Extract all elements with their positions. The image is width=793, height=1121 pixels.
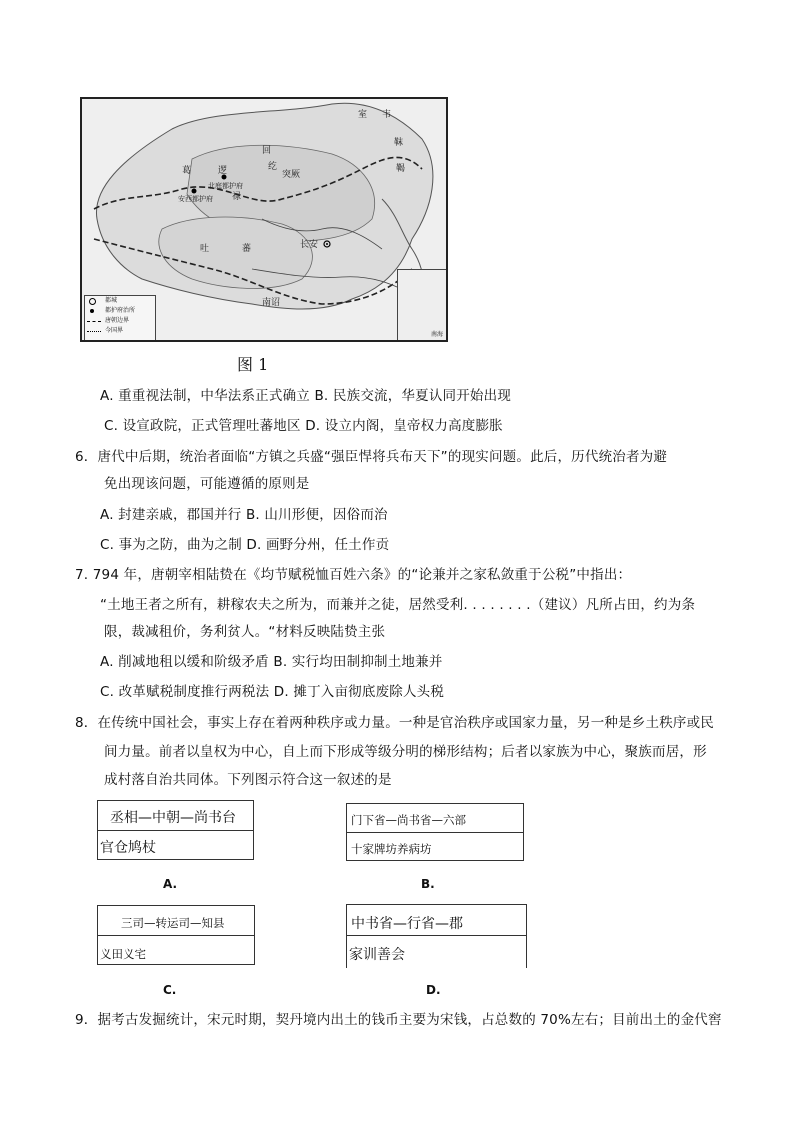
q8-b-top: 门下省—尚书省—六部	[351, 813, 466, 827]
map-label-fan: 蕃	[242, 244, 252, 254]
map-label-mohe: 靺	[394, 138, 404, 148]
q8-a-bottom: 官仓鸠杖	[100, 840, 156, 856]
map-label-he2: 纥	[268, 162, 278, 172]
q8-diagram-c	[97, 905, 255, 965]
legend-modern-border: 今国界	[85, 326, 155, 336]
q8-diagram-b	[346, 803, 524, 861]
inset-label: 南海	[430, 331, 443, 338]
q6-stem-line2: 免出现该问题，可能遵循的原则是	[104, 476, 310, 492]
q8-stem-line1: 8．在传统中国社会，事实上存在着两种秩序或力量。一种是官治秩序或国家力量，另一种是乡土秩序或民	[75, 715, 714, 731]
q8-label-b: B.	[421, 877, 435, 891]
q6-options-line1: A. 封建亲戚，郡国并行 B. 山川形便，因俗而治	[100, 507, 388, 523]
figure-caption: 图 1	[237, 355, 269, 374]
q7-quote-line1: “土地王者之所有，耕稼农夫之所为，而兼并之徒，居然受利. . . . . . . .（建议）凡所占田，约为条	[100, 597, 696, 613]
q8-label-d: D.	[426, 983, 441, 997]
q6-options-line2: C. 事为之防，曲为之制 D. 画野分州，任土作贡	[100, 537, 390, 553]
map-label-tu: 吐	[200, 244, 210, 254]
q5-options-line1: A. 重重视法制，中华法系正式确立 B. 民族交流，华夏认同开始出现	[100, 388, 512, 404]
q8-label-c: C.	[163, 983, 177, 997]
map-label-beiting: 北庭都护府	[208, 182, 243, 190]
q8-diagram-a	[97, 800, 254, 860]
q7-stem-line1: 7. 794 年，唐朝宰相陆贽在《均节赋税恤百姓六条》的“论兼并之家私敛重于公税”中指出：	[75, 567, 632, 583]
tang-territory-map	[80, 97, 448, 342]
map-label-nanzhao: 南诏	[262, 298, 281, 308]
q5-options-line2: C. 设宣政院，正式管理吐蕃地区 D. 设立内阁，皇帝权力高度膨胀	[104, 418, 503, 434]
legend-capital: 都城	[85, 296, 155, 306]
q7-options-line2: C. 改革赋税制度推行两税法 D. 摊丁入亩彻底废除人头税	[100, 684, 445, 700]
q6-stem-line1: 6．唐代中后期，统治者面临“方镇之兵盛“强臣悍将兵布天下”的现实问题。此后，历代统治者为避	[75, 449, 668, 465]
q8-b-bottom: 十家牌坊养病坊	[351, 842, 432, 856]
map-label-tujue: 突厥	[282, 170, 301, 180]
map-label-anxi: 安西都护府	[178, 195, 213, 203]
q8-diagram-d	[346, 904, 527, 968]
map-label-wei: 韦	[382, 110, 392, 120]
q8-d-top: 中书省—行省—郡	[351, 916, 463, 932]
q9-stem-line1: 9．据考古发掘统计，宋元时期，契丹境内出土的钱币主要为宋钱，占总数的 70%左右；目前出土的金代窖	[75, 1012, 722, 1028]
q8-stem-line3: 成村落自治共同体。下列图示符合这一叙述的是	[104, 772, 392, 788]
map-label-ge: 葛	[182, 166, 192, 176]
q8-c-bottom: 义田义宅	[100, 947, 146, 961]
map-label-he: 鞨	[396, 164, 406, 174]
map-label-shiwei: 室	[358, 110, 368, 120]
q8-c-top: 三司—转运司—知县	[121, 916, 225, 930]
legend-tang-border: 唐朝边界	[85, 316, 155, 326]
q8-d-bottom: 家训善会	[349, 947, 405, 963]
legend-protectorate: 都护府治所	[85, 306, 155, 316]
q7-options-line1: A. 削减地租以缓和阶级矛盾 B. 实行均田制抑制土地兼并	[100, 654, 443, 670]
south-sea-inset	[397, 269, 446, 340]
map-label-hui: 回	[262, 146, 272, 156]
q8-label-a: A.	[163, 877, 178, 891]
map-label-changan: 长安	[300, 240, 319, 250]
q8-a-top: 丞相—中朝—尚书台	[110, 810, 236, 826]
q7-quote-line2: 限，裁减租价，务利贫人。“材料反映陆贽主张	[104, 624, 386, 640]
map-legend	[84, 295, 156, 342]
q8-stem-line2: 间力量。前者以皇权为中心，自上而下形成等级分明的梯形结构；后者以家族为中心，聚族而居，形	[104, 744, 707, 760]
map-label-luo: 逻	[218, 166, 228, 176]
map-label-lu: 禄	[232, 192, 242, 202]
